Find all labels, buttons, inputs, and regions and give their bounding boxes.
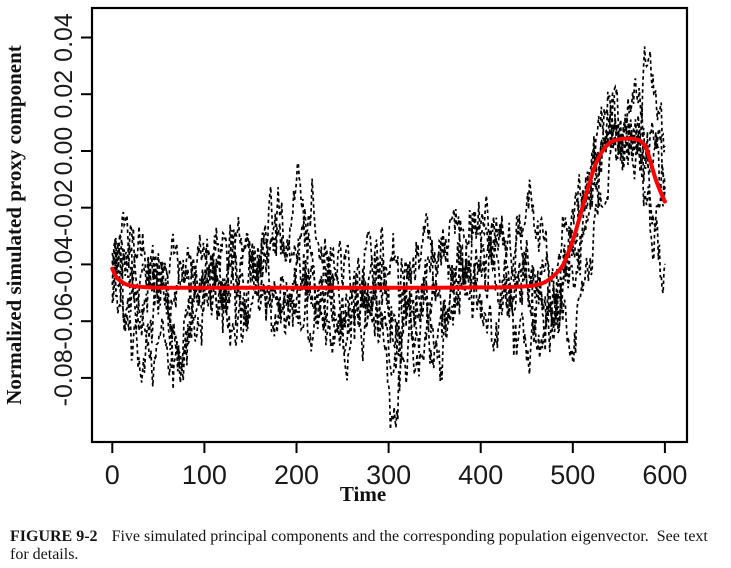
pc-series-line bbox=[112, 95, 665, 368]
eigenvector-curve bbox=[112, 139, 665, 288]
figure-caption-text: Five simulated principal components and the corresponding population eigenvector. See text for details. bbox=[10, 528, 712, 563]
plot-box bbox=[92, 8, 687, 442]
y-tick-label: 0.04 bbox=[50, 13, 78, 62]
x-axis-title: Time bbox=[339, 482, 387, 506]
pc-series-line bbox=[112, 117, 665, 390]
y-axis-title: Normalized simulated proxy component bbox=[2, 45, 26, 405]
y-tick-label: -0.02 bbox=[50, 179, 78, 237]
y-tick-label: -0.06 bbox=[50, 292, 78, 350]
y-tick-label: -0.04 bbox=[50, 235, 78, 293]
chart-axes-layer bbox=[50, 8, 687, 490]
pc-series-line bbox=[112, 46, 665, 429]
y-tick-label: -0.08 bbox=[50, 349, 78, 407]
figure-caption bbox=[10, 528, 722, 563]
x-tick-label: 200 bbox=[273, 460, 320, 490]
y-tick-label: 0.00 bbox=[50, 126, 78, 176]
figure-caption-label: FIGURE 9-2 bbox=[10, 528, 98, 545]
x-tick-label: 100 bbox=[181, 460, 227, 490]
x-tick-label: 600 bbox=[642, 460, 688, 490]
x-tick-label: 500 bbox=[550, 460, 596, 490]
pc-series-line bbox=[112, 87, 665, 362]
chart-series-layer bbox=[112, 46, 665, 429]
y-tick-label: 0.02 bbox=[50, 69, 78, 119]
x-tick-label: 0 bbox=[104, 460, 120, 490]
x-tick-label: 300 bbox=[366, 460, 412, 490]
x-tick-label: 400 bbox=[458, 460, 504, 490]
